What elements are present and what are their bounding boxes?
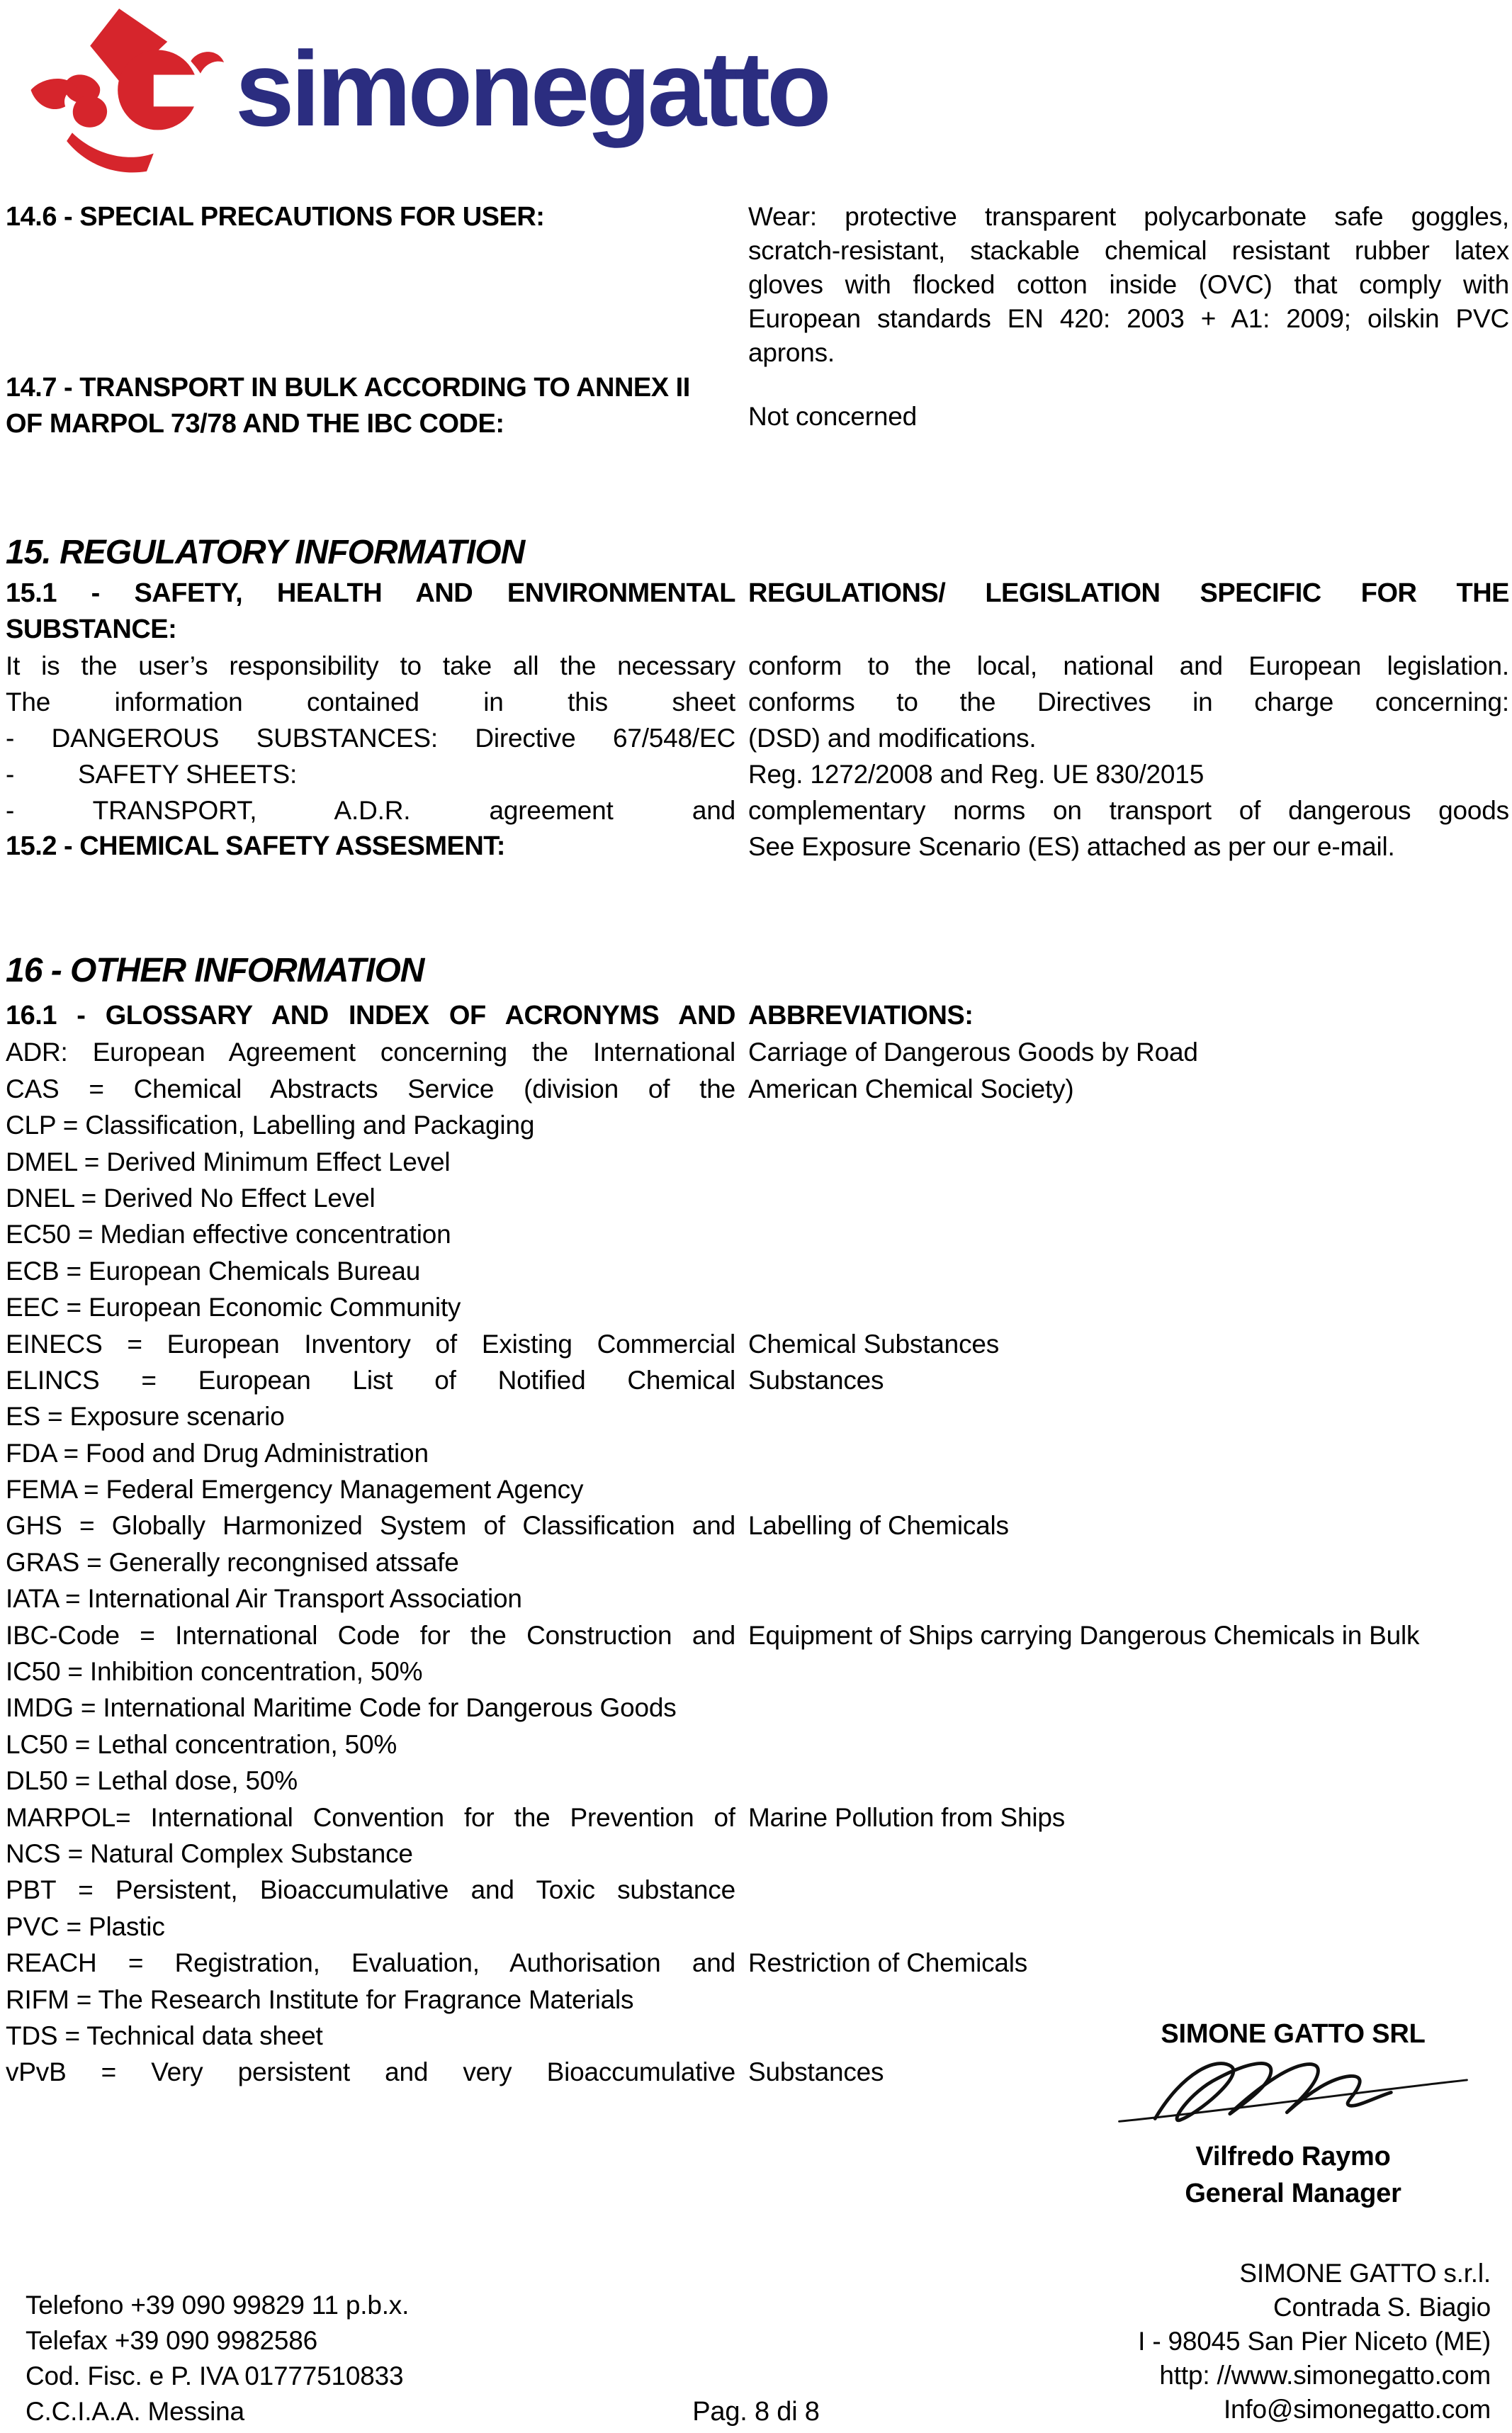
glossary-row [6,1617,1509,1653]
row-left-text: RIFM = The Research Institute for Fragrance Materials [6,1984,634,2014]
row-right-text: Marine Pollution from Ships [748,1802,1066,1832]
footer-company: SIMONE GATTO s.r.l. [1239,2259,1491,2288]
footer-chamber: C.C.I.A.A. Messina [26,2397,244,2426]
glossary-row [6,1507,1509,1544]
row-right-text [748,1909,1509,1945]
row-left-text: FEMA = Federal Emergency Management Agency [6,1475,584,1505]
row-right-text: Carriage of Dangerous Goods by Road [748,1038,1198,1067]
row-left-text: - TRANSPORT, A.D.R. agreement and [6,796,735,825]
row-right-text [748,612,1509,648]
row-right-text [748,1544,1509,1580]
row-right-text: Restriction of Chemicals [748,1948,1028,1978]
row-left-text: GHS = Globally Harmonized System of Classification and [6,1511,735,1541]
regulatory-row [6,575,1509,612]
footer-vat: Cod. Fisc. e P. IVA 01777510833 [26,2361,404,2390]
row-right-text [748,1982,1509,2018]
section-15-rows [6,575,1509,865]
glossary-row [6,1945,1509,1981]
row-right-text: ABBREVIATIONS: [748,1001,974,1030]
row-right-text [748,1216,1509,1252]
signature-role: General Manager [1185,2179,1401,2208]
glossary-row [6,1982,1509,2018]
glossary-row [6,1180,1509,1216]
glossary-row [6,1544,1509,1580]
row-left-text: REACH = Registration, Evaluation, Authorisation and [6,1948,735,1978]
glossary-row [6,1398,1509,1434]
row-right-text [748,1471,1509,1507]
regulatory-row [6,828,1509,865]
row-right-text [748,1580,1509,1617]
row-left-text: IMDG = International Maritime Code for Dangerous Goods [6,1693,677,1723]
row-left-text: - DANGEROUS SUBSTANCES: Directive 67/548/EC [6,724,735,753]
row-right-text: See Exposure Scenario (ES) attached as per our e-mail. [748,832,1395,861]
regulatory-row [6,684,1509,720]
glossary-row [6,1144,1509,1180]
glossary-row [6,1326,1509,1362]
glossary-row [6,1836,1509,1872]
row-left-text: - SAFETY SHEETS: [6,756,735,792]
signature-handwriting-icon [1109,2050,1477,2134]
section-15-title: 15. REGULATORY INFORMATION [6,534,525,571]
row-left-text: CLP = Classification, Labelling and Packaging [6,1111,535,1140]
row-left-text: EINECS = European Inventory of Existing Commercial [6,1329,735,1359]
wear-line: aprons. [748,338,835,367]
row-right-text [748,1690,1509,1726]
row-left-text: FDA = Food and Drug Administration [6,1438,429,1468]
glossary-row [6,1071,1509,1107]
row-left-text: 16.1 - GLOSSARY AND INDEX OF ACRONYMS AND [6,1001,735,1030]
wear-line: scratch-resistant, stackable chemical resistant rubber latex [748,236,1509,265]
glossary-row [6,1653,1509,1690]
footer-city: I - 98045 San Pier Niceto (ME) [1138,2327,1491,2356]
glossary-row [6,1289,1509,1325]
signature-name: Vilfredo Raymo [1195,2142,1391,2171]
wear-line: gloves with flocked cotton inside (OVC) that comply with [748,270,1509,299]
row-left-text: DNEL = Derived No Effect Level [6,1183,376,1213]
glossary-row [6,1034,1509,1070]
row-left-text: TDS = Technical data sheet [6,2021,323,2050]
row-right-text: REGULATIONS/ LEGISLATION SPECIFIC FOR THE [748,578,1509,608]
section-14-7-heading: 14.7 - TRANSPORT IN BULK ACCORDING TO ANNEX II OF MARPOL 73/78 AND THE IBC CODE: [6,373,690,439]
wear-paragraph [748,200,1509,370]
row-left-text: vPvB = Very persistent and very Bioaccumulative [6,2057,735,2087]
row-left-text: NCS = Natural Complex Substance [6,1838,413,1868]
row-left-text: IBC-Code = International Code for the Construction and [6,1620,735,1650]
row-right-text [748,1726,1509,1763]
row-right-text [748,1144,1509,1180]
row-left-text: 15.1 - SAFETY, HEALTH AND ENVIRONMENTAL [6,578,735,608]
row-left-text: CAS = Chemical Abstracts Service (division of the [6,1074,735,1103]
row-right-text [748,1253,1509,1289]
glossary-row [6,1216,1509,1252]
glossary-row [6,1690,1509,1726]
row-left-text: GRAS = Generally recongnised atssafe [6,1547,459,1577]
row-right-text: Chemical Substances [748,1329,1000,1359]
row-left-text: DL50 = Lethal dose, 50% [6,1766,298,1796]
glossary-row [6,1726,1509,1763]
regulatory-row [6,612,1509,648]
footer-email: Info@simonegatto.com [1223,2395,1491,2424]
glossary-row [6,1872,1509,1908]
logo [18,4,828,173]
section-16-title: 16 - OTHER INFORMATION [6,952,424,989]
row-right-text [748,1872,1509,1908]
row-left-text: DMEL = Derived Minimum Effect Level [6,1147,451,1176]
row-left-text: 15.2 - CHEMICAL SAFETY ASSESMENT: [6,831,505,861]
row-right-text [748,1398,1509,1434]
glossary-row [6,1362,1509,1398]
not-concerned-value: Not concerned [748,402,918,431]
sg-fleur-icon [18,4,225,173]
row-left-text: ELINCS = European List of Notified Chemical [6,1365,735,1395]
regulatory-row [6,792,1509,828]
row-right-text [748,1435,1509,1471]
row-left-text: EEC = European Economic Community [6,1293,461,1322]
section-14-6-heading: 14.6 - SPECIAL PRECAUTIONS FOR USER: [6,202,545,232]
footer-fax: Telefax +39 090 9982586 [26,2326,318,2355]
regulatory-row [6,756,1509,792]
row-right-text: American Chemical Society) [748,1074,1074,1103]
footer-website: http: //www.simonegatto.com [1159,2361,1491,2390]
row-right-text: (DSD) and modifications. [748,724,1037,753]
row-left-text: It is the user’s responsibility to take all the necessary [6,651,735,680]
footer-street: Contrada S. Biagio [1273,2293,1491,2322]
row-right-text [748,1180,1509,1216]
page-number: Pag. 8 di 8 [692,2397,820,2427]
wear-line: Wear: protective transparent polycarbonate safe goggles, [748,202,1509,231]
row-right-text: conforms to the Directives in charge concerning: [748,687,1509,717]
row-left-text: ADR: European Agreement concerning the International [6,1038,735,1067]
row-left-text: ECB = European Chemicals Bureau [6,1256,421,1286]
row-right-text [748,1107,1509,1143]
glossary-row [6,1763,1509,1799]
row-right-text: Reg. 1272/2008 and Reg. UE 830/2015 [748,760,1204,789]
row-left-text: The information contained in this sheet [6,687,735,717]
glossary-row [6,1471,1509,1507]
brand-wordmark: simonegatto [235,29,828,148]
glossary-row [6,1909,1509,1945]
row-right-text [748,1836,1509,1872]
glossary-row [6,998,1509,1034]
row-right-text: Substances [748,2057,884,2087]
row-right-text [748,1653,1509,1690]
section-14-6-row [6,200,1509,370]
section-14-7-row [6,370,1509,442]
glossary-row [6,1799,1509,1836]
row-left-text: EC50 = Median effective concentration [6,1220,451,1249]
row-left-text: IATA = International Air Transport Association [6,1584,522,1614]
signature-company: SIMONE GATTO SRL [1161,2019,1426,2049]
row-left-text: PVC = Plastic [6,1911,165,1941]
row-left-text: IC50 = Inhibition concentration, 50% [6,1657,423,1687]
bullet-dash: - [6,760,15,789]
glossary-row [6,1580,1509,1617]
row-right-text [748,1763,1509,1799]
glossary-row [6,1435,1509,1471]
regulatory-row [6,648,1509,684]
footer-phone: Telefono +39 090 99829 11 p.b.x. [26,2291,410,2320]
glossary-row [6,1107,1509,1143]
signature-block [1102,2018,1484,2209]
section-16-rows [6,998,1509,2091]
wear-line: European standards EN 420: 2003 + A1: 2009; oilskin PVC [748,304,1509,333]
row-right-text: Substances [748,1365,884,1395]
row-right-text: complementary norms on transport of dangerous goods [748,796,1509,825]
row-right-text: Labelling of Chemicals [748,1511,1009,1541]
row-left-text: ES = Exposure scenario [6,1402,285,1432]
row-left-text: SUBSTANCE: [6,614,177,644]
row-right-text [748,1289,1509,1325]
row-right-text: conform to the local, national and European legislation. [748,651,1509,680]
row-left-text: PBT = Persistent, Bioaccumulative and Toxic substance [6,1875,735,1905]
row-left-text: LC50 = Lethal concentration, 50% [6,1729,397,1759]
row-left-text: MARPOL= International Convention for the Prevention of [6,1802,735,1832]
glossary-row [6,1253,1509,1289]
regulatory-row [6,720,1509,756]
row-right-text: Equipment of Ships carrying Dangerous Chemicals in Bulk [748,1620,1420,1650]
